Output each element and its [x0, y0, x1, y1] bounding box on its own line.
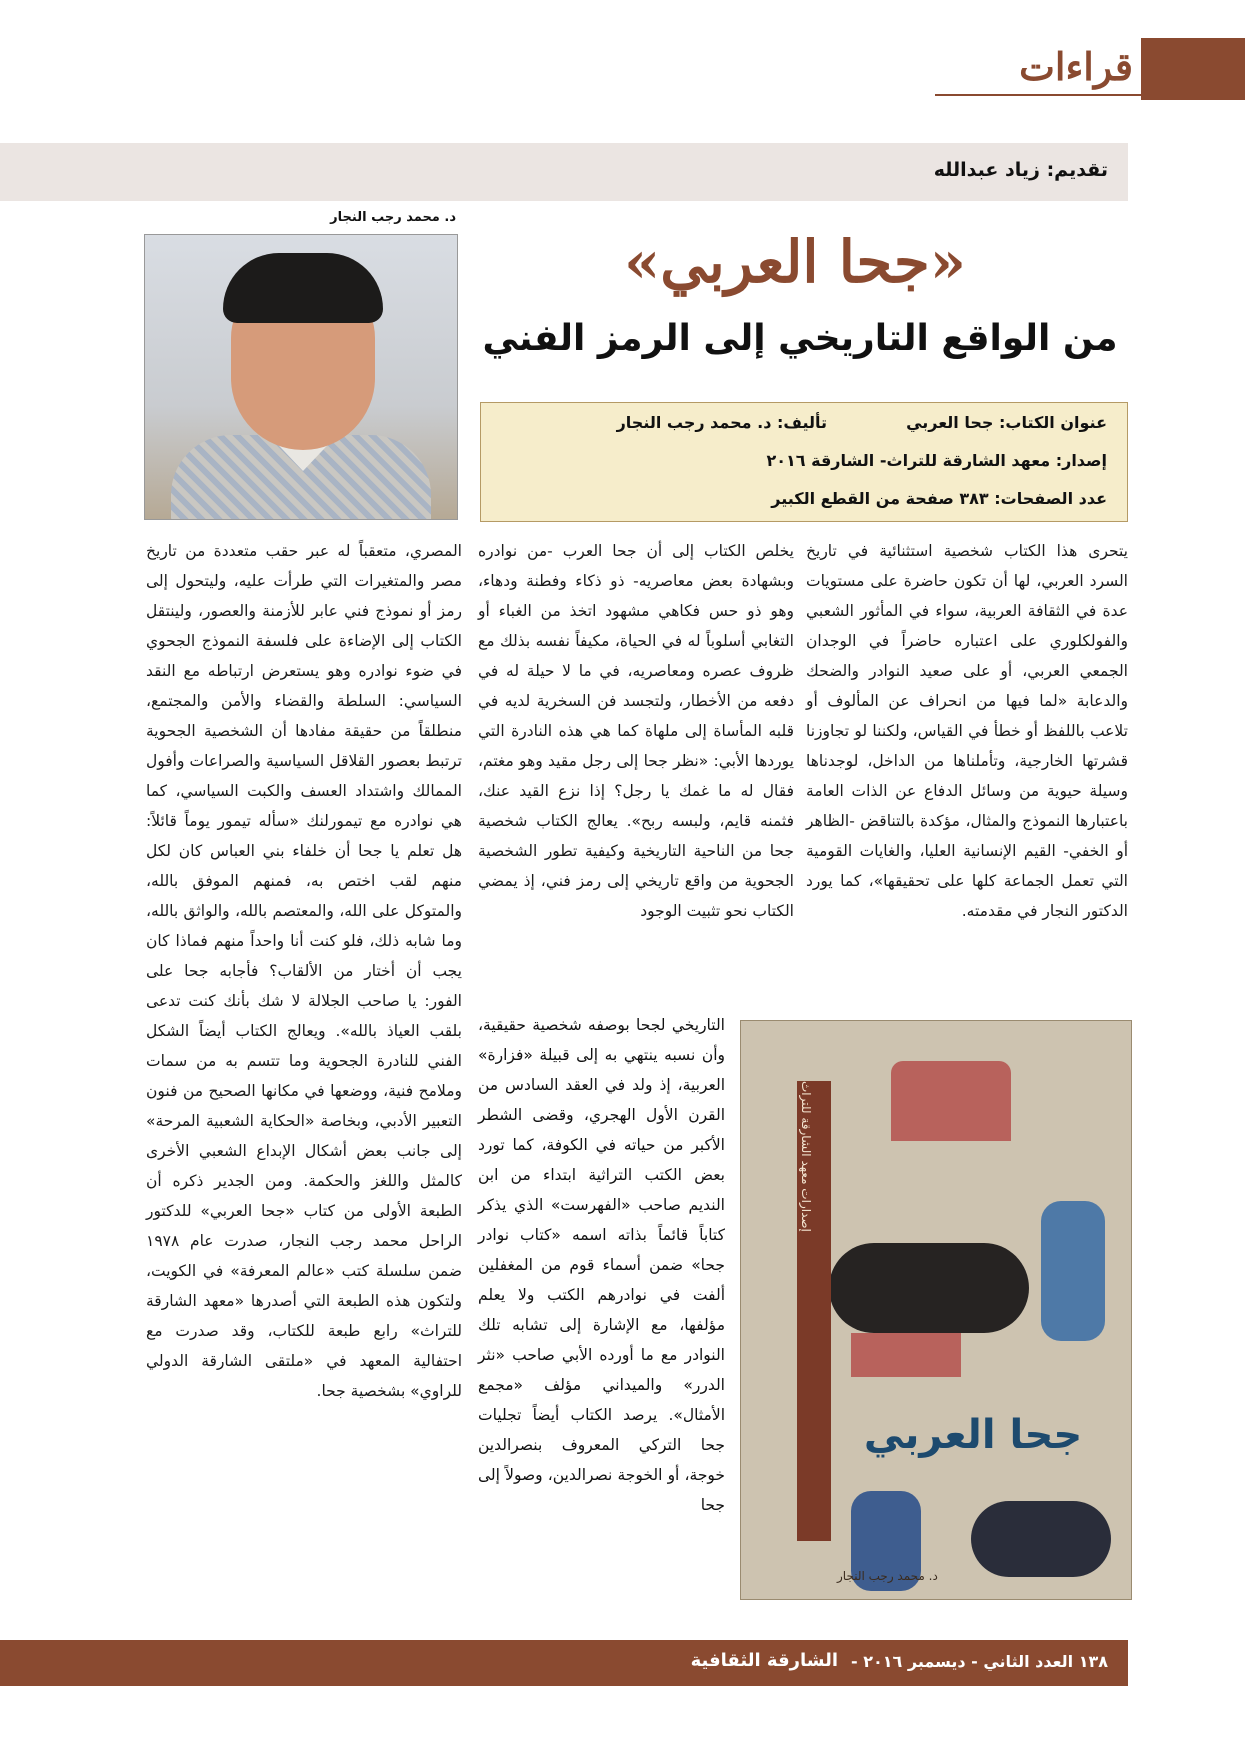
photo-caption: د. محمد رجب النجار	[330, 210, 456, 225]
cover-car-shape	[891, 1061, 1011, 1141]
cover-spine	[797, 1081, 831, 1541]
book-title-info: عنوان الكتاب: جحا العربي	[906, 413, 1107, 432]
cover-figure-shape	[1041, 1201, 1105, 1341]
section-label: قراءات	[1019, 44, 1133, 89]
book-info-box	[480, 402, 1128, 522]
section-underline	[935, 94, 1141, 96]
body-column-1: يتحرى هذا الكتاب شخصية استثنائية في تاريخ السرد العربي، لها أن تكون حاضرة على مستويات عدة في الثقافة العربية، سواء في المأثور الشعبي والفولكلوري على اعتباره حاضراً في الوجدان الجمعي العربي، أو على صعيد النوادر والضحك والدعابة «لما فيها من انحراف عن المألوف أو تلاعب باللفظ أو خطأ في القياس، ولكننا لو تجاوزنا قشرتها الخارجية، وتأملناها من الداخل، لوجدناها وسيلة حيوية من وسائل الدفاع عن الذات العامة باعتبارها النموذج والمثال، مؤكدة بالتناقض -الظاهر أو الخفي- القيم الإنسانية العليا، والغايات القومية التي تعمل الجماعة كلها على تحقيقها»، كما يورد الدكتور النجار في مقدمته.	[806, 542, 1128, 920]
cover-spine-label: إصدارات معهد الشارقة للتراث	[799, 1081, 813, 1232]
body-column-2-continued: التاريخي لجحا بوصفه شخصية حقيقية، وأن نسبه ينتهي به إلى قبيلة «فزارة» العربية، إذ ولد في العقد السادس من القرن الأول الهجري، وقضى الشطر الأكبر من حياته في الكوفة، كما تورد بعض الكتب التراثية ابتداء من ابن النديم صاحب «الفهرست» الذي يذكر كتاباً قائماً بذاته اسمه «كتاب نوادر جحا» ضمن أسماء قوم من المغفلين ألفت في نوادرهم الكتب ولا يعلم مؤلفها، مع الإشارة إلى تشابه تلك النوادر مع ما أورده الأبي صاحب «نثر الدرر» والميداني مؤلف «مجمع الأمثال». يرصد الكتاب أيضاً تجليات جحا التركي المعروف بنصرالدين خوجة، أو الخوجة نصرالدين، وصولاً إلى جحا	[478, 1016, 725, 1514]
section-header	[935, 38, 1245, 100]
body-column-2: يخلص الكتاب إلى أن جحا العرب -من نوادره وبشهادة بعض معاصريه- ذو ذكاء وفطنة ودهاء، وهو ذو حس فكاهي مشهود اتخذ من الغباء أو التغابي أسلوباً له في الحياة، مكيفاً نفسه بذلك مع ظروف عصره ومعاصريه، في ما لا حيلة له في دفعه من الأخطار، ولتجسد فن السخرية لديه في قلبه المأساة إلى ملهاة كما هي هذه النادرة التي يوردها الأبي: «نظر جحا إلى رجل مقيد وهو مغتم، فقال له ما غمك يا رجل؟ إذا نزع القيد عنك، فثمنه قايم، ولبسه ربح». يعالج الكتاب شخصية جحا من الناحية التاريخية وكيفية تطور الشخصية الجحوية من واقع تاريخي إلى رمز فني، إذ يمضي الكتاب نحو تثبيت الوجود	[478, 542, 794, 920]
article-subtitle: من الواقع التاريخي إلى الرمز الفني	[482, 318, 1118, 359]
book-author-info: تأليف: د. محمد رجب النجار	[616, 413, 827, 432]
page-footer	[0, 1640, 1128, 1686]
cover-donkey-shape	[971, 1501, 1111, 1577]
cover-car-shape	[851, 1333, 961, 1377]
presenter-band	[0, 143, 1128, 201]
book-publisher-info: إصدار: معهد الشارقة للتراث- الشارقة ٢٠١٦	[766, 451, 1107, 470]
photo-hair	[223, 253, 383, 323]
cover-title: جحا العربي	[863, 1412, 1083, 1458]
section-color-block	[1141, 38, 1245, 100]
presenter-text: تقديم: زياد عبدالله	[933, 159, 1108, 181]
cover-author: د. محمد رجب النجار	[837, 1569, 938, 1583]
body-column-3: المصري، متعقباً له عبر حقب متعددة من تاريخ مصر والمتغيرات التي طرأت عليه، وليتحول إلى رمز أو نموذج فني عابر للأزمنة والعصور، ولينتقل الكتاب إلى الإضاءة على فلسفة النموذج الجحوي في ضوء نوادره وهو يستعرض ارتباطه مع النقد السياسي: السلطة والقضاء والأمن والمجتمع، منطلقاً من حقيقة مفادها أن الشخصية الجحوية ترتبط بعصور القلاقل السياسية والصراعات وأفول الممالك واشتداد العسف والكبت السياسي، كما هي نوادره مع تيمورلنك «سأله تيمور يوماً قائلاً: هل تعلم يا جحا أن خلفاء بني العباس كان لكل منهم لقب اختص به، فمنهم الموفق بالله، والمتوكل على الله، والمعتصم بالله، والواثق بالله، وما شابه ذلك، فلو كنت أنا واحداً منهم فماذا كان يجب أن أختار من الألقاب؟ فأجابه جحا على الفور: يا صاحب الجلالة لا شك بأنك كنت تدعى بلقب العياذ بالله». ويعالج الكتاب أيضاً الشكل الفني للنادرة الجحوية وما تتسم به من سمات وملامح فنية، ووضعها في مكانها الصحيح من فنون التعبير الأدبي، وبخاصة «الحكاية الشعبية المرحة» إلى جانب بعض أشكال الإبداع الشعبي الأخرى كالمثل واللغز والحكمة. ومن الجدير ذكره أن الطبعة الأولى من كتاب «جحا العربي» للدكتور الراحل محمد رجب النجار، صدرت عام ١٩٧٨ ضمن سلسلة كتب «عالم المعرفة» في الكويت، ولتكون هذه الطبعة التي أصدرها «معهد الشارقة للتراث» رابع طبعة للكتاب، وقد صدرت مع احتفالية المعهد في «ملتقى الشارقة الدولي للراوي» بشخصية جحا.	[146, 542, 462, 1400]
article-title: «جحا العربي»	[624, 228, 966, 296]
book-cover-image	[740, 1020, 1132, 1600]
cover-donkey-shape	[829, 1243, 1029, 1333]
author-photo	[144, 234, 458, 520]
book-pages-info: عدد الصفحات: ٣٨٣ صفحة من القطع الكبير	[771, 489, 1107, 508]
footer-page-info: ١٣٨ العدد الثاني - ديسمبر ٢٠١٦ -	[851, 1652, 1108, 1671]
footer-magazine-logo: الشارقة الثقافية	[690, 1650, 838, 1671]
